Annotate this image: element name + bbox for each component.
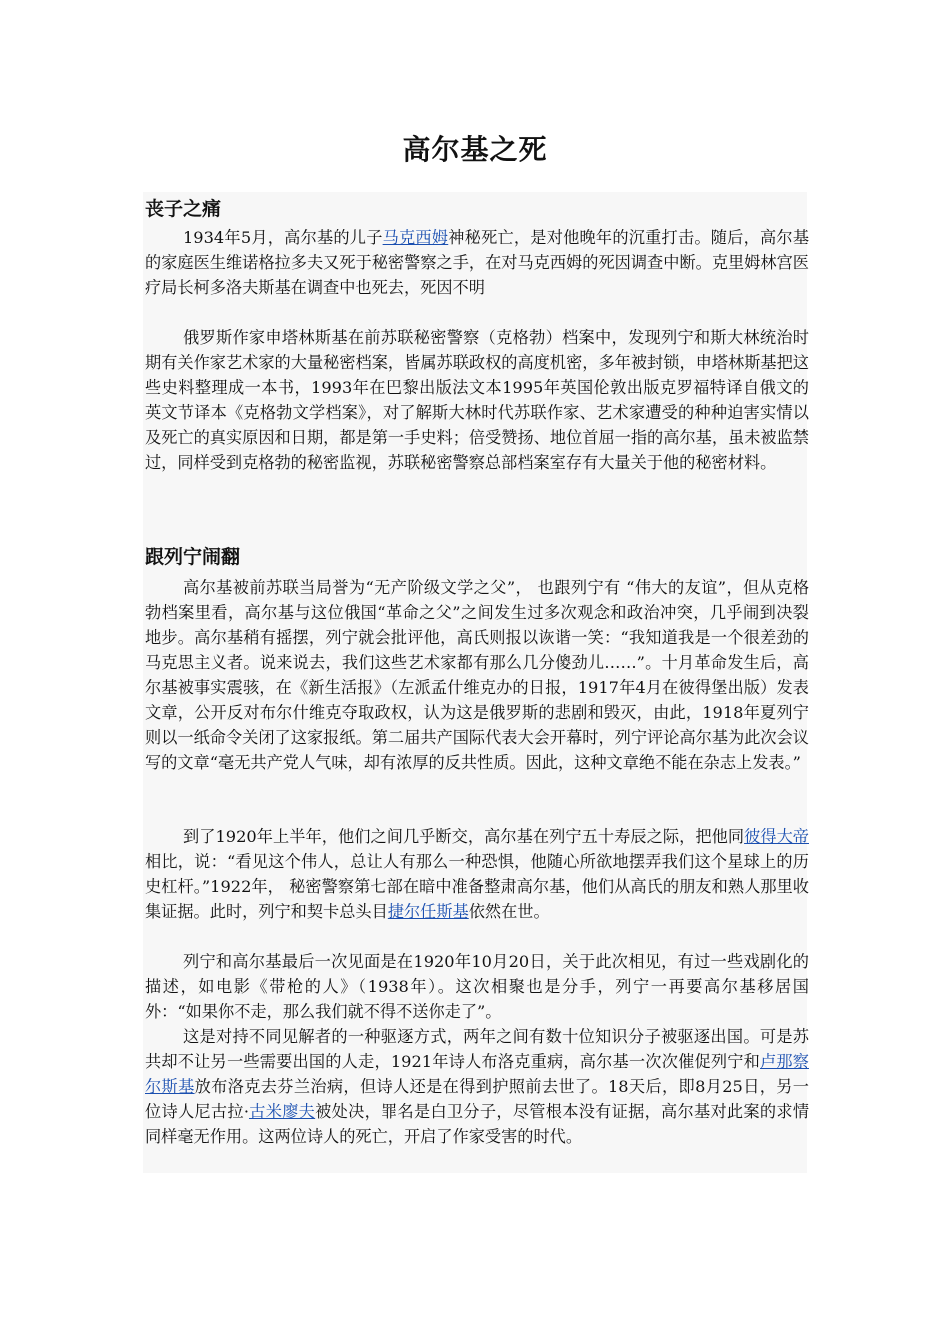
link-maxim[interactable]: 马克西姆 bbox=[382, 228, 449, 247]
link-lunacharsky[interactable]: 卢那察尔斯基 bbox=[145, 1052, 809, 1096]
link-peter-the-great[interactable]: 彼得大帝 bbox=[744, 827, 809, 846]
text-span: 这是对持不同见解者的一种驱逐方式，两年之间有数十位知识分子被驱逐出国。可是苏共却不让另一些需要出国的人走，1921年诗人布洛克重病，高尔基一次次催促列宁和 bbox=[145, 1027, 809, 1071]
document-body bbox=[143, 192, 810, 1173]
paragraph-last-meeting: 列宁和高尔基最后一次见面是在1920年10月20日，关于此次相见，有过一些戏剧化的描述，如电影《带枪的人》（1938年）。这次相聚也是分手，列宁一再要高尔基移居国外：“如果你不走，那么我们就不得不送你走了”。 bbox=[145, 952, 809, 1021]
paragraph-1920-estrangement bbox=[145, 824, 809, 924]
paragraph-lenin-conflict: 高尔基被前苏联当局誉为“无产阶级文学之父”， 也跟列宁有 “伟大的友谊”，但从克格勃档案里看，高尔基与这位俄国“革命之父”之间发生过多次观念和政治冲突，几乎闹到决裂地步。高尔基稍有摇摆，列宁就会批评他，高氏则报以诙谐一笑：“我知道我是一个很差劲的马克思主义者。说来说去，我们这些艺术家都有那么几分傻劲儿……”。十月革命发生后，高尔基被事实震骇，在《新生活报》（左派孟什维克办的日报，1917年4月在彼得堡出版）发表文章，公开反对布尔什维克夺取政权，认为这是俄罗斯的悲剧和毁灭，由此，1918年夏列宁则以一纸命令关闭了这家报纸。第二届共产国际代表大会开幕时，列宁评论高尔基为此次会议写的文章“毫无共产党人气味，却有浓厚的反共性质。因此，这种文章绝不能在杂志上发表。” bbox=[145, 578, 809, 772]
link-dzerzhinsky[interactable]: 捷尔任斯基 bbox=[387, 902, 469, 921]
link-gumilyov[interactable]: 古米廖夫 bbox=[248, 1102, 316, 1121]
section-heading-loss-of-son: 丧子之痛 bbox=[145, 198, 222, 220]
paragraph-maxim-death bbox=[145, 225, 809, 300]
text-span: 相比，说：“看见这个伟人，总让人有那么一种恐惧，他随心所欲地摆弄我们这个星球上的历史杠杆。”1922年， 秘密警察第七部在暗中准备整肃高尔基，他们从高氏的朋友和熟人那里收集证据。此时，列宁和契卡总头目 bbox=[145, 852, 809, 921]
document-title: 高尔基之死 bbox=[402, 133, 548, 166]
section-heading-falling-out-with-lenin: 跟列宁闹翻 bbox=[145, 546, 241, 568]
text-span: 放布洛克去芬兰治病，但诗人还是在得到护照前去世了。18天后，即8月25日，另一位诗人尼古拉· bbox=[145, 1077, 809, 1121]
text-span: 到了1920年上半年，他们之间几乎断交，高尔基在列宁五十寿辰之际，把他同 bbox=[183, 827, 745, 846]
text-span: 1934年5月，高尔基的儿子 bbox=[183, 228, 383, 247]
text-span: 神秘死亡，是对他晚年的沉重打击。随后，高尔基的家庭医生维诺格拉多夫又死于秘密警察之手，在对马克西姆的死因调查中断。克里姆林宫医疗局长柯多洛夫斯基在调查中也死去，死因不明 bbox=[145, 228, 810, 297]
paragraph-exile-and-poets bbox=[145, 1024, 809, 1149]
paragraph-kgb-archives: 俄罗斯作家申塔林斯基在前苏联秘密警察（克格勃）档案中，发现列宁和斯大林统治时期有关作家艺术家的大量秘密档案，皆属苏联政权的高度机密，多年被封锁，申塔林斯基把这些史料整理成一本书，1993年在巴黎出版法文本1995年英国伦敦出版克罗福特译自俄文的英文节译本《克格勃文学档案》，对了解斯大林时代苏联作家、艺术家遭受的种种迫害实情以及死亡的真实原因和日期，都是第一手史料；倍受赞扬、地位首屈一指的高尔基，虽未被监禁过，同样受到克格勃的秘密监视，苏联秘密警察总部档案室存有大量关于他的秘密材料。 bbox=[145, 328, 809, 472]
text-span: 被处决，罪名是白卫分子，尽管根本没有证据，高尔基对此案的求情同样毫无作用。这两位诗人的死亡，开启了作家受害的时代。 bbox=[145, 1102, 810, 1146]
text-span: 依然在世。 bbox=[468, 902, 550, 921]
